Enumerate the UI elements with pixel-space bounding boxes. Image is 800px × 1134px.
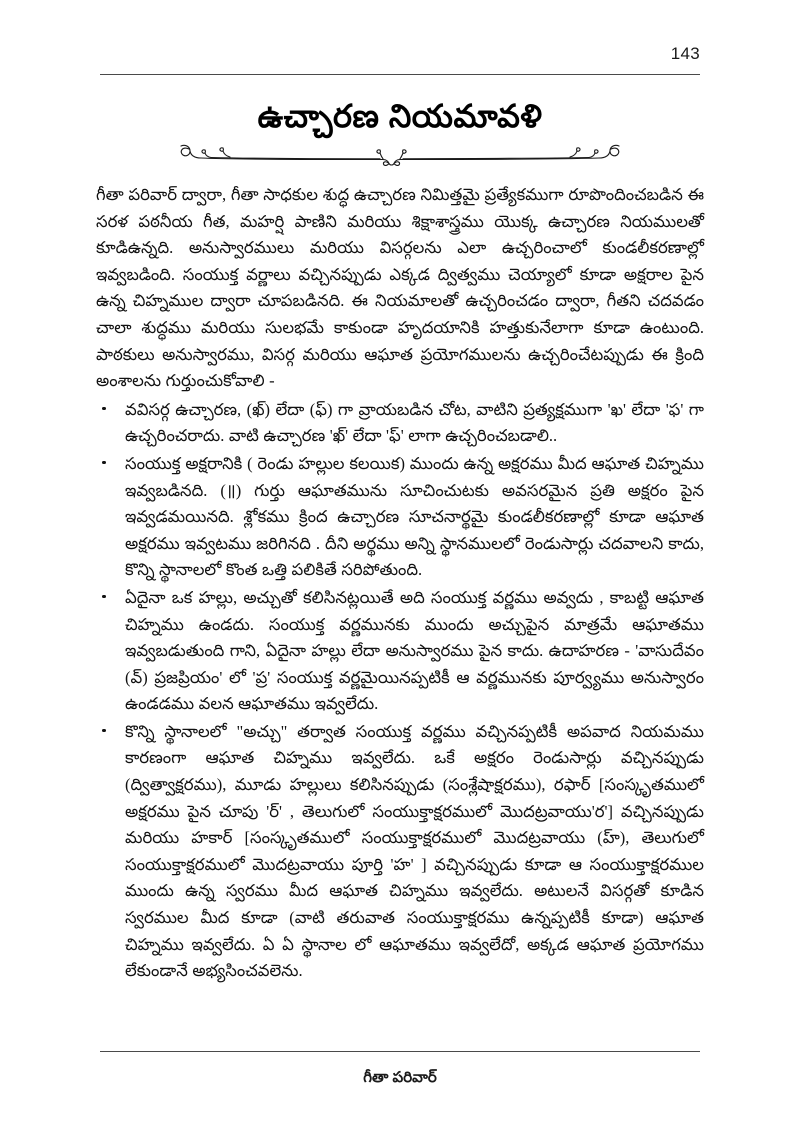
- page-number: 143: [670, 44, 700, 63]
- bullet-marker-icon: [102, 461, 106, 465]
- list-item: [96, 585, 704, 718]
- page-header: [100, 44, 700, 78]
- bullet-marker-icon: [102, 595, 106, 599]
- flourish-divider-icon: [175, 138, 625, 168]
- list-item: [96, 719, 704, 985]
- document-body: [96, 182, 704, 986]
- bullet-marker-icon: [102, 407, 106, 411]
- footer-publisher-name: గీతా పరివార్: [363, 1069, 437, 1086]
- footer-divider-rule: [100, 1051, 700, 1052]
- intro-paragraph: గీతా పరివార్ ద్వారా, గీతా సాధకుల శుద్ధ ఉచ్చారణ నిమిత్తమై ప్రత్యేకముగా రూపొందించబడిన ఈ సరళ పఠనీయ గీత, మహర్షి పాణిని మరియు శిక్షాశాస్త్రము యొక్క ఉచ్చారణ నియములతో కూడిఉన్నది. అనుస్వారములు మరియు విసర్గలను ఎలా ఉచ్చరించాలో కుండలీకరణాల్లో ఇవ్వబడింది. సంయుక్త వర్ణాలు వచ్చినప్పుడు ఎక్కడ ద్విత్వము చెయ్యాలో కూడా అక్షరాల పైన ఉన్న చిహ్నముల ద్వారా చూపబడినది. ఈ నియమాలతో ఉచ్చరించడం ద్వారా, గీతని చదవడం చాలా శుద్ధము మరియు సులభమే కాకుండా హృదయానికి హత్తుకునేలాగా కూడా ఉంటుంది. పాఠకులు అనుస్వారము, విసర్గ మరియు ఆఘాత ప్రయోగములను ఉచ్చరించేటప్పుడు ఈ క్రింది అంశాలను గుర్తుంచుకోవాలి -: [96, 185, 704, 391]
- list-item: [96, 397, 704, 450]
- page-footer: [100, 1051, 700, 1088]
- list-item: [96, 451, 704, 584]
- list-item-text: సంయుక్త అక్షరానికి ( రెండు హల్లుల కలయిక) ముందు ఉన్న అక్షరము మీద ఆఘాత చిహ్నము ఇవ్వబడినది. (॥) గుర్తు ఆఘాతమును సూచించుటకు అవసరమైన ప్రతి అక్షరం పైన ఇవ్వడమయినది. శ్లోకము క్రింద ఉచ్చారణ సూచనార్థమై కుండలీకరణాల్లో కూడా ఆఘాత అక్షరము ఇవ్వటము జరిగినది . దీని అర్థము అన్ని స్థానములలో రెండుసార్లు చదవాలని కాదు, కొన్ని స్థానాలలో కొంత ఒత్తి పలికితే సరిపోతుంది.: [125, 453, 704, 580]
- title-block: [100, 96, 700, 168]
- rules-bullet-list: [96, 397, 704, 985]
- bullet-marker-icon: [102, 729, 106, 733]
- list-item-text: వవిసర్గ ఉచ్చారణ, (ఖ్) లేదా (ఫ్) గా వ్రాయబడిన చోట, వాటిని ప్రత్యక్షముగా 'ఖ' లేదా 'ఫ' గా ఉచ్చరించరాదు. వాటి ఉచ్చారణ 'ఖ్' లేదా 'ఫ్' లాగా ఉచ్చరించబడాలి..: [125, 399, 704, 446]
- list-item-text: కొన్ని స్థానాలలో "అచ్చు" తర్వాత సంయుక్త వర్ణము వచ్చినప్పటికీ అపవాద నియమము కారణంగా ఆఘాత చిహ్నము ఇవ్వలేదు. ఒకే అక్షరం రెండుసార్లు వచ్చినప్పుడు (ద్విత్వాక్షరము), మూడు హల్లులు కలిసినప్పుడు (సంశ్లేషాక్షరము), రఫార్ [సంస్కృతములో అక్షరము పైన చూపు 'ర్' , తెలుగులో సంయుక్తాక్షరములో మొదట్రవాయు'ర'] వచ్చినప్పుడు మరియు హకార్ [సంస్కృతములో సంయుక్తాక్షరములో మొదట్రవాయు (హ్), తెలుగులో సంయుక్తాక్షరములో మొదట్రవాయు పూర్తి 'హ' ] వచ్చినప్పుడు కూడా ఆ సంయుక్తాక్షరముల ముందు ఉన్న స్వరము మీద ఆఘాత చిహ్నము ఇవ్వలేదు. అటులనే విసర్గతో కూడిన స్వరముల మీద కూడా (వాటి తరువాత సంయుక్తాక్షరము ఉన్నప్పటికీ కూడా) ఆఘాత చిహ్నము ఇవ్వలేదు. ఏ ఏ స్థానాల లో ఆఘాతము ఇవ్వలేదో, అక్కడ ఆఘాత ప్రయోగము లేకుండానే అభ్యసించవలెను.: [125, 721, 704, 981]
- list-item-text: ఏదైనా ఒక హల్లు, అచ్చుతో కలిసినట్లయితే అది సంయుక్త వర్ణము అవ్వదు , కాబట్టి ఆఘాత చిహ్నము ఉండదు. సంయుక్త వర్ణమునకు ముందు అచ్చుపైన మాత్రమే ఆఘాతము ఇవ్వబడుతుంది గాని, ఏదైనా హల్లు లేదా అనుస్వారము పైన కాదు. ఉదాహరణ - 'వాసుదేవం (వ్) ప్రజప్రియం' లో 'ప్ర' సంయుక్త వర్ణమైయినప్పటికీ ఆ వర్ణమునకు పూర్వ్యము అనుస్వారం ఉండడము వలన ఆఘాతము ఇవ్వలేదు.: [125, 587, 704, 714]
- header-divider-rule: [100, 74, 700, 75]
- page-title: ఉచ్చారణ నియమావళి: [257, 98, 543, 134]
